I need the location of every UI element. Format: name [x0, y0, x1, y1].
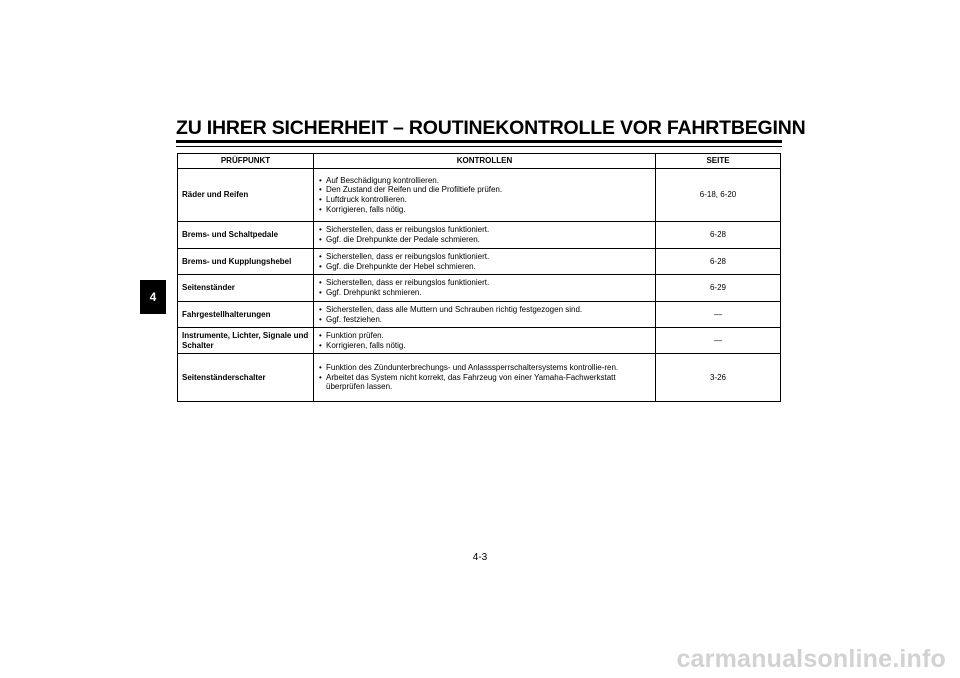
- title-rule-thick: [176, 140, 782, 143]
- table-header-row: [178, 154, 781, 169]
- control-item: • Luftdruck kontrollieren.: [318, 195, 651, 205]
- control-item: • Sicherstellen, dass er reibungslos funktioniert.: [318, 252, 651, 262]
- column-header-page: SEITE: [656, 154, 781, 169]
- title-rule-thin: [176, 146, 782, 147]
- table-row: [178, 275, 781, 302]
- page-ref: 6-18, 6-20: [656, 169, 781, 222]
- control-item: • Korrigieren, falls nötig.: [318, 341, 651, 351]
- control-item: • Ggf. festziehen.: [318, 315, 651, 325]
- control-item: • Auf Beschädigung kontrollieren.: [318, 176, 651, 186]
- table-row: [178, 328, 781, 354]
- check-controls: [314, 328, 656, 354]
- check-controls: [314, 249, 656, 275]
- check-point: Räder und Reifen: [178, 169, 314, 222]
- table-row: [178, 249, 781, 275]
- check-point: Seitenständerschalter: [178, 354, 314, 402]
- check-controls: [314, 354, 656, 402]
- control-item: • Funktion prüfen.: [318, 331, 651, 341]
- control-item: • Arbeitet das System nicht korrekt, das Fahrzeug von einer Yamaha-Fachwerkstatt überprüfen lassen.: [318, 373, 651, 392]
- table-row: [178, 302, 781, 328]
- control-item: • Ggf. die Drehpunkte der Hebel schmieren.: [318, 262, 651, 272]
- check-point: Brems- und Kupplungshebel: [178, 249, 314, 275]
- control-item: • Sicherstellen, dass er reibungslos funktioniert.: [318, 225, 651, 235]
- check-controls: [314, 169, 656, 222]
- column-header-controls: KONTROLLEN: [314, 154, 656, 169]
- control-item: • Sicherstellen, dass alle Muttern und Schrauben richtig festgezogen sind.: [318, 305, 651, 315]
- table-row: [178, 169, 781, 222]
- page-ref: 6-28: [656, 222, 781, 249]
- check-table: [177, 153, 781, 402]
- check-point: Seitenständer: [178, 275, 314, 302]
- page-title: ZU IHRER SICHERHEIT – ROUTINEKONTROLLE VOR FAHRTBEGINN: [176, 117, 806, 139]
- page-ref: 6-28: [656, 249, 781, 275]
- page-ref: —: [656, 328, 781, 354]
- check-point: Fahrgestellhalterungen: [178, 302, 314, 328]
- table-row: [178, 354, 781, 402]
- control-item: • Ggf. die Drehpunkte der Pedale schmieren.: [318, 235, 651, 245]
- control-item: • Korrigieren, falls nötig.: [318, 205, 651, 215]
- table-row: [178, 222, 781, 249]
- page-number: 4-3: [472, 552, 488, 563]
- chapter-tab: 4: [140, 280, 166, 314]
- page-ref: —: [656, 302, 781, 328]
- control-item: • Funktion des Zündunterbrechungs- und Anlasssperrschaltersystems kontrollie-ren.: [318, 363, 651, 373]
- check-controls: [314, 222, 656, 249]
- page-ref: 3-26: [656, 354, 781, 402]
- control-item: • Sicherstellen, dass er reibungslos funktioniert.: [318, 278, 651, 288]
- check-point: Instrumente, Lichter, Signale und Schalter: [178, 328, 314, 354]
- check-point: Brems- und Schaltpedale: [178, 222, 314, 249]
- watermark: carmanualsonline.info: [676, 645, 946, 673]
- check-controls: [314, 275, 656, 302]
- control-item: • Ggf. Drehpunkt schmieren.: [318, 288, 651, 298]
- column-header-point: PRÜFPUNKT: [178, 154, 314, 169]
- check-controls: [314, 302, 656, 328]
- control-item: • Den Zustand der Reifen und die Profiltiefe prüfen.: [318, 185, 651, 195]
- page-ref: 6-29: [656, 275, 781, 302]
